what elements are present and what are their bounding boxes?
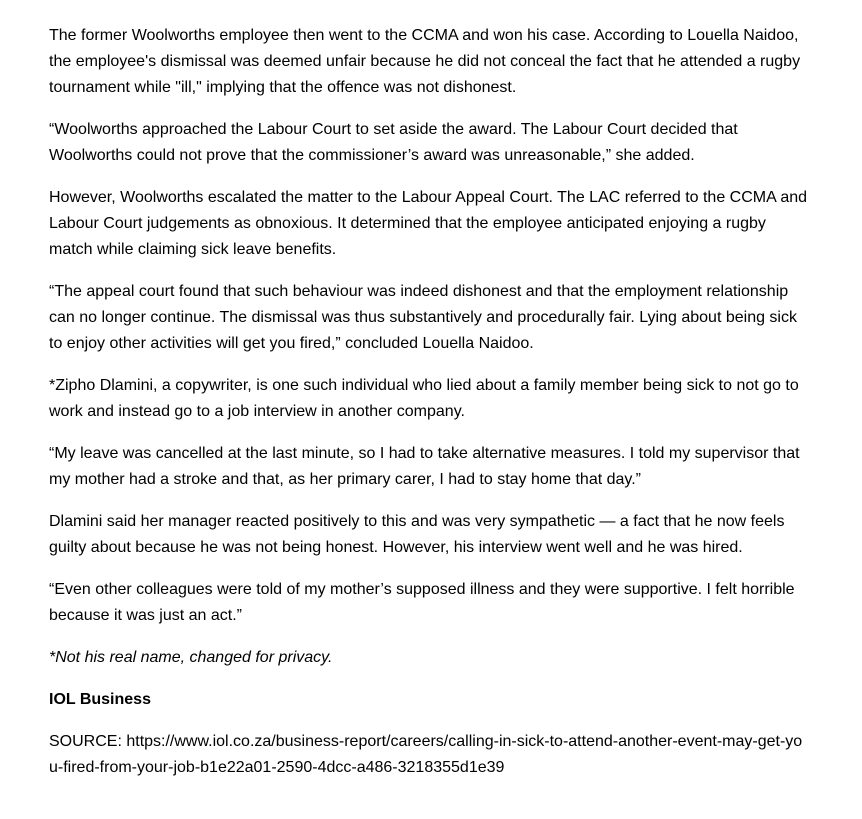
footnote-privacy: *Not his real name, changed for privacy. <box>49 649 333 666</box>
source-link[interactable]: SOURCE: https://www.iol.co.za/business-report/careers/calling-in-sick-to-attend-another-event-may-get-you-fired-from-your-job-b1e22a01-2590-4dcc-a486-3218355d1e39 <box>49 733 803 776</box>
paragraph-manager-reaction: Dlamini said her manager reacted positively to this and was very sympathetic — a fact that he now feels guilty about because he was not being honest. However, his interview went well and he was hired. <box>49 513 785 556</box>
paragraph-appeal-court-finding: “The appeal court found that such behaviour was indeed dishonest and that the employment relationship can no longer continue. The dismissal was thus substantively and procedurally fair. Lying about being sick to enjoy other activities will get you fired,” concluded Louella Naidoo. <box>49 283 797 352</box>
paragraph-leave-cancelled-quote: “My leave was cancelled at the last minute, so I had to take alternative measures. I told my supervisor that my mother had a stroke and that, as her primary carer, I had to stay home that day.” <box>49 445 800 488</box>
paragraph-labour-court: “Woolworths approached the Labour Court to set aside the award. The Labour Court decided that Woolworths could not prove that the commissioner’s award was unreasonable,” she added. <box>49 121 738 164</box>
article-body <box>49 23 809 797</box>
paragraph-colleagues-quote: “Even other colleagues were told of my mother’s supposed illness and they were supportive. I felt horrible because it was just an act.” <box>49 581 795 624</box>
paragraph-labour-appeal-court: However, Woolworths escalated the matter to the Labour Appeal Court. The LAC referred to the CCMA and Labour Court judgements as obnoxious. It determined that the employee anticipated enjoying a rugby match while claiming sick leave benefits. <box>49 189 808 258</box>
paragraph-ccma-case: The former Woolworths employee then went to the CCMA and won his case. According to Louella Naidoo, the employee's dismissal was deemed unfair because he did not conceal the fact that he attended a rugby tournament while "ill," implying that the offence was not dishonest. <box>49 27 801 96</box>
paragraph-zipho-dlamini: *Zipho Dlamini, a copywriter, is one such individual who lied about a family member being sick to not go to work and instead go to a job interview in another company. <box>49 377 799 420</box>
publisher-name: IOL Business <box>49 691 151 708</box>
